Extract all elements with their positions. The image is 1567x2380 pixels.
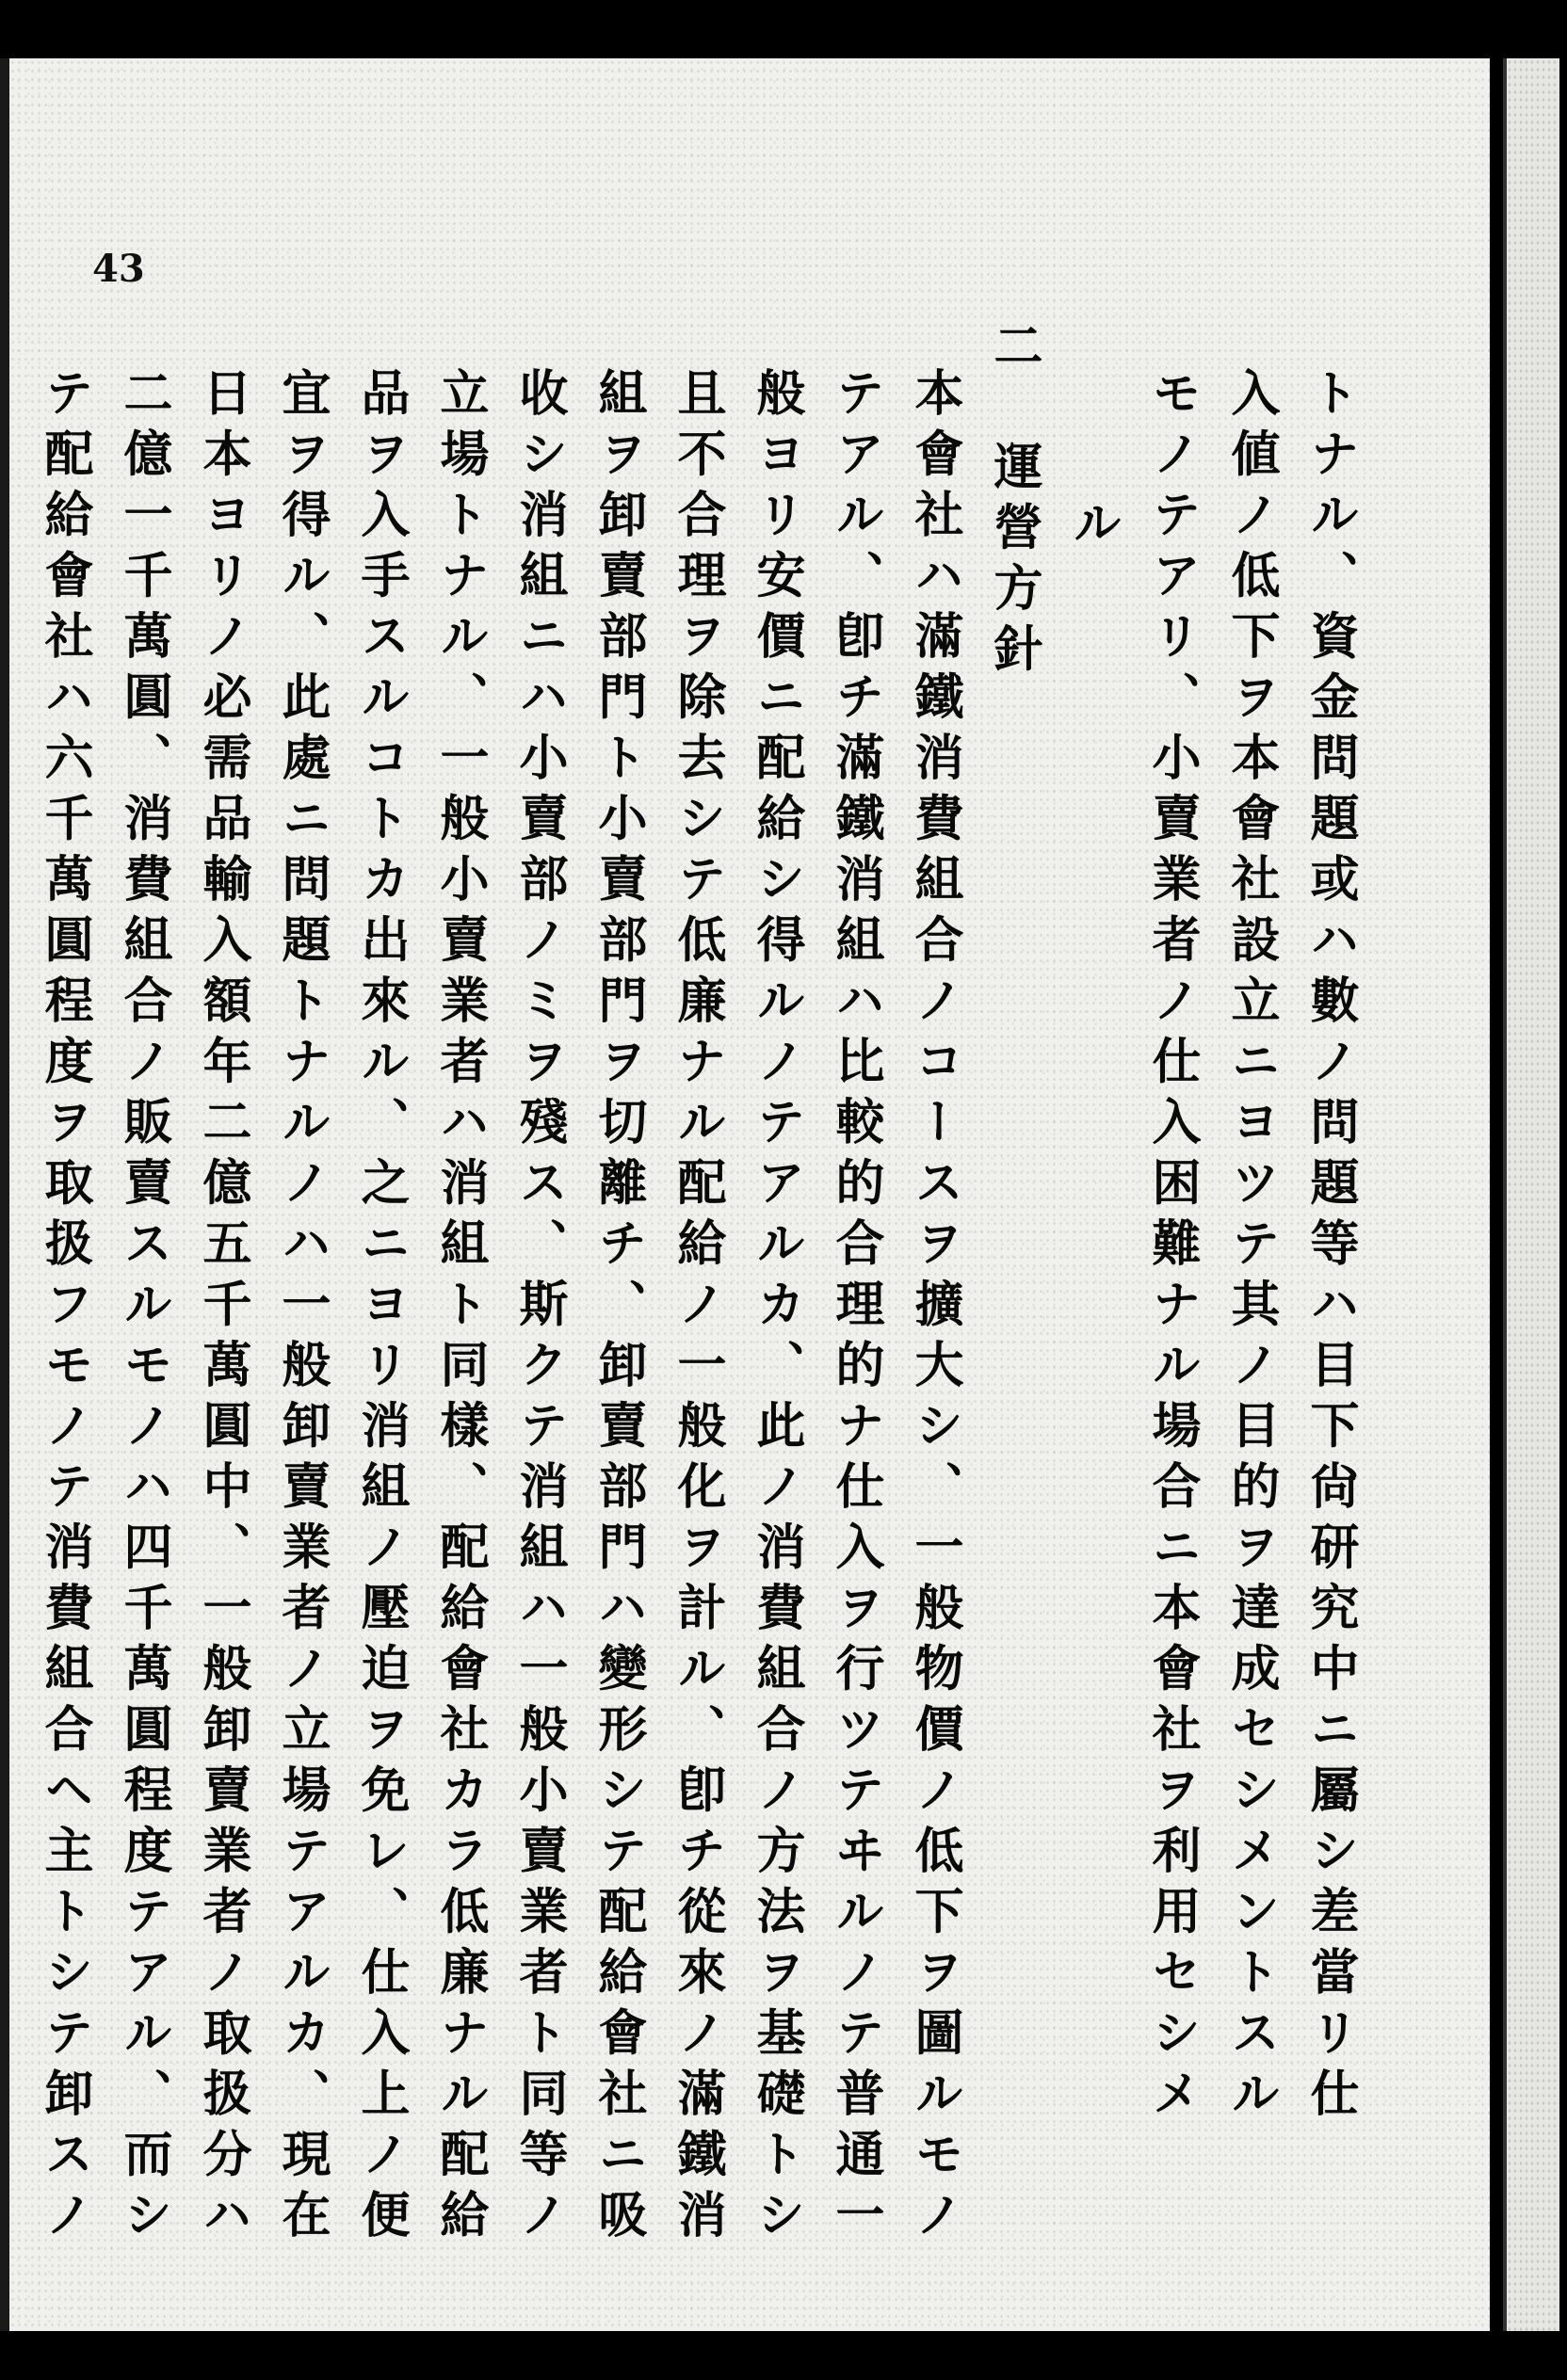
- text-column-12: 品ヲ入手スルコトカ出來ル、之ニヨリ消組ノ壓迫ヲ免レ、仕入上ノ便: [352, 367, 410, 2250]
- text-column-8: 且不合理ヲ除去シテ低廉ナル配給ノ一般化ヲ計ル、卽チ從來ノ滿鐵消: [669, 367, 726, 2250]
- text-column-14: 日本ヨリノ必需品輸入額年二億五千萬圓中、一般卸賣業者ノ取扱分ハ: [194, 367, 251, 2250]
- text-column-1: トナル、資金問題或ハ數ノ問題等ハ目下尙研究中ニ屬シ差當リ仕: [1301, 367, 1359, 2129]
- section-heading-title: 運營方針: [985, 441, 1042, 683]
- text-column-5: 本會社ハ滿鐵消費組合ノコースヲ擴大シ、一般物價ノ低下ヲ圖ルモノ: [906, 367, 963, 2250]
- text-column-16: テ配給會社ハ六千萬圓程度ヲ取扱フモノテ消費組合ヘ主トシテ卸スノ: [36, 367, 93, 2250]
- text-column-9: 組ヲ卸賣部門ト小賣部門ヲ切離チ、卸賣部門ハ變形シテ配給會社ニ吸: [590, 367, 647, 2250]
- text-column-11: 立場トナル、一般小賣業者ハ消組ト同樣、配給會社カラ低廉ナル配給: [431, 367, 489, 2250]
- text-column-15: 二億一千萬圓、消費組合ノ販賣スルモノハ四千萬圓程度テアル、而シ: [115, 367, 172, 2250]
- text-column-13: 宜ヲ得ル、此處ニ問題トナルノハ一般卸賣業者ノ立場テアルカ、現在: [273, 367, 331, 2250]
- text-column-4: ル: [1064, 497, 1122, 558]
- text-column-3: モノテアリ、小賣業者ノ仕入困難ナル場合ニ本會社ヲ利用セシメ: [1143, 367, 1201, 2129]
- page-number: 43: [92, 247, 145, 291]
- text-column-7: 般ヨリ安價ニ配給シ得ルノテアルカ、此ノ消費組合ノ方法ヲ基礎トシ: [748, 367, 805, 2250]
- section-heading-number: 二: [985, 320, 1042, 381]
- text-column-10: 收シ消組ニハ小賣部ノミヲ殘ス、斯クテ消組ハ一般小賣業者ト同等ノ: [510, 367, 568, 2250]
- text-column-6: テアル、卽チ滿鐵消組ハ比較的合理的ナ仕入ヲ行ツテヰルノテ普通一: [827, 367, 884, 2250]
- text-column-2: 入値ノ低下ヲ本會社設立ニヨツテ其ノ目的ヲ達成セシメントスル: [1222, 367, 1280, 2129]
- next-page-edge: [1503, 58, 1559, 2331]
